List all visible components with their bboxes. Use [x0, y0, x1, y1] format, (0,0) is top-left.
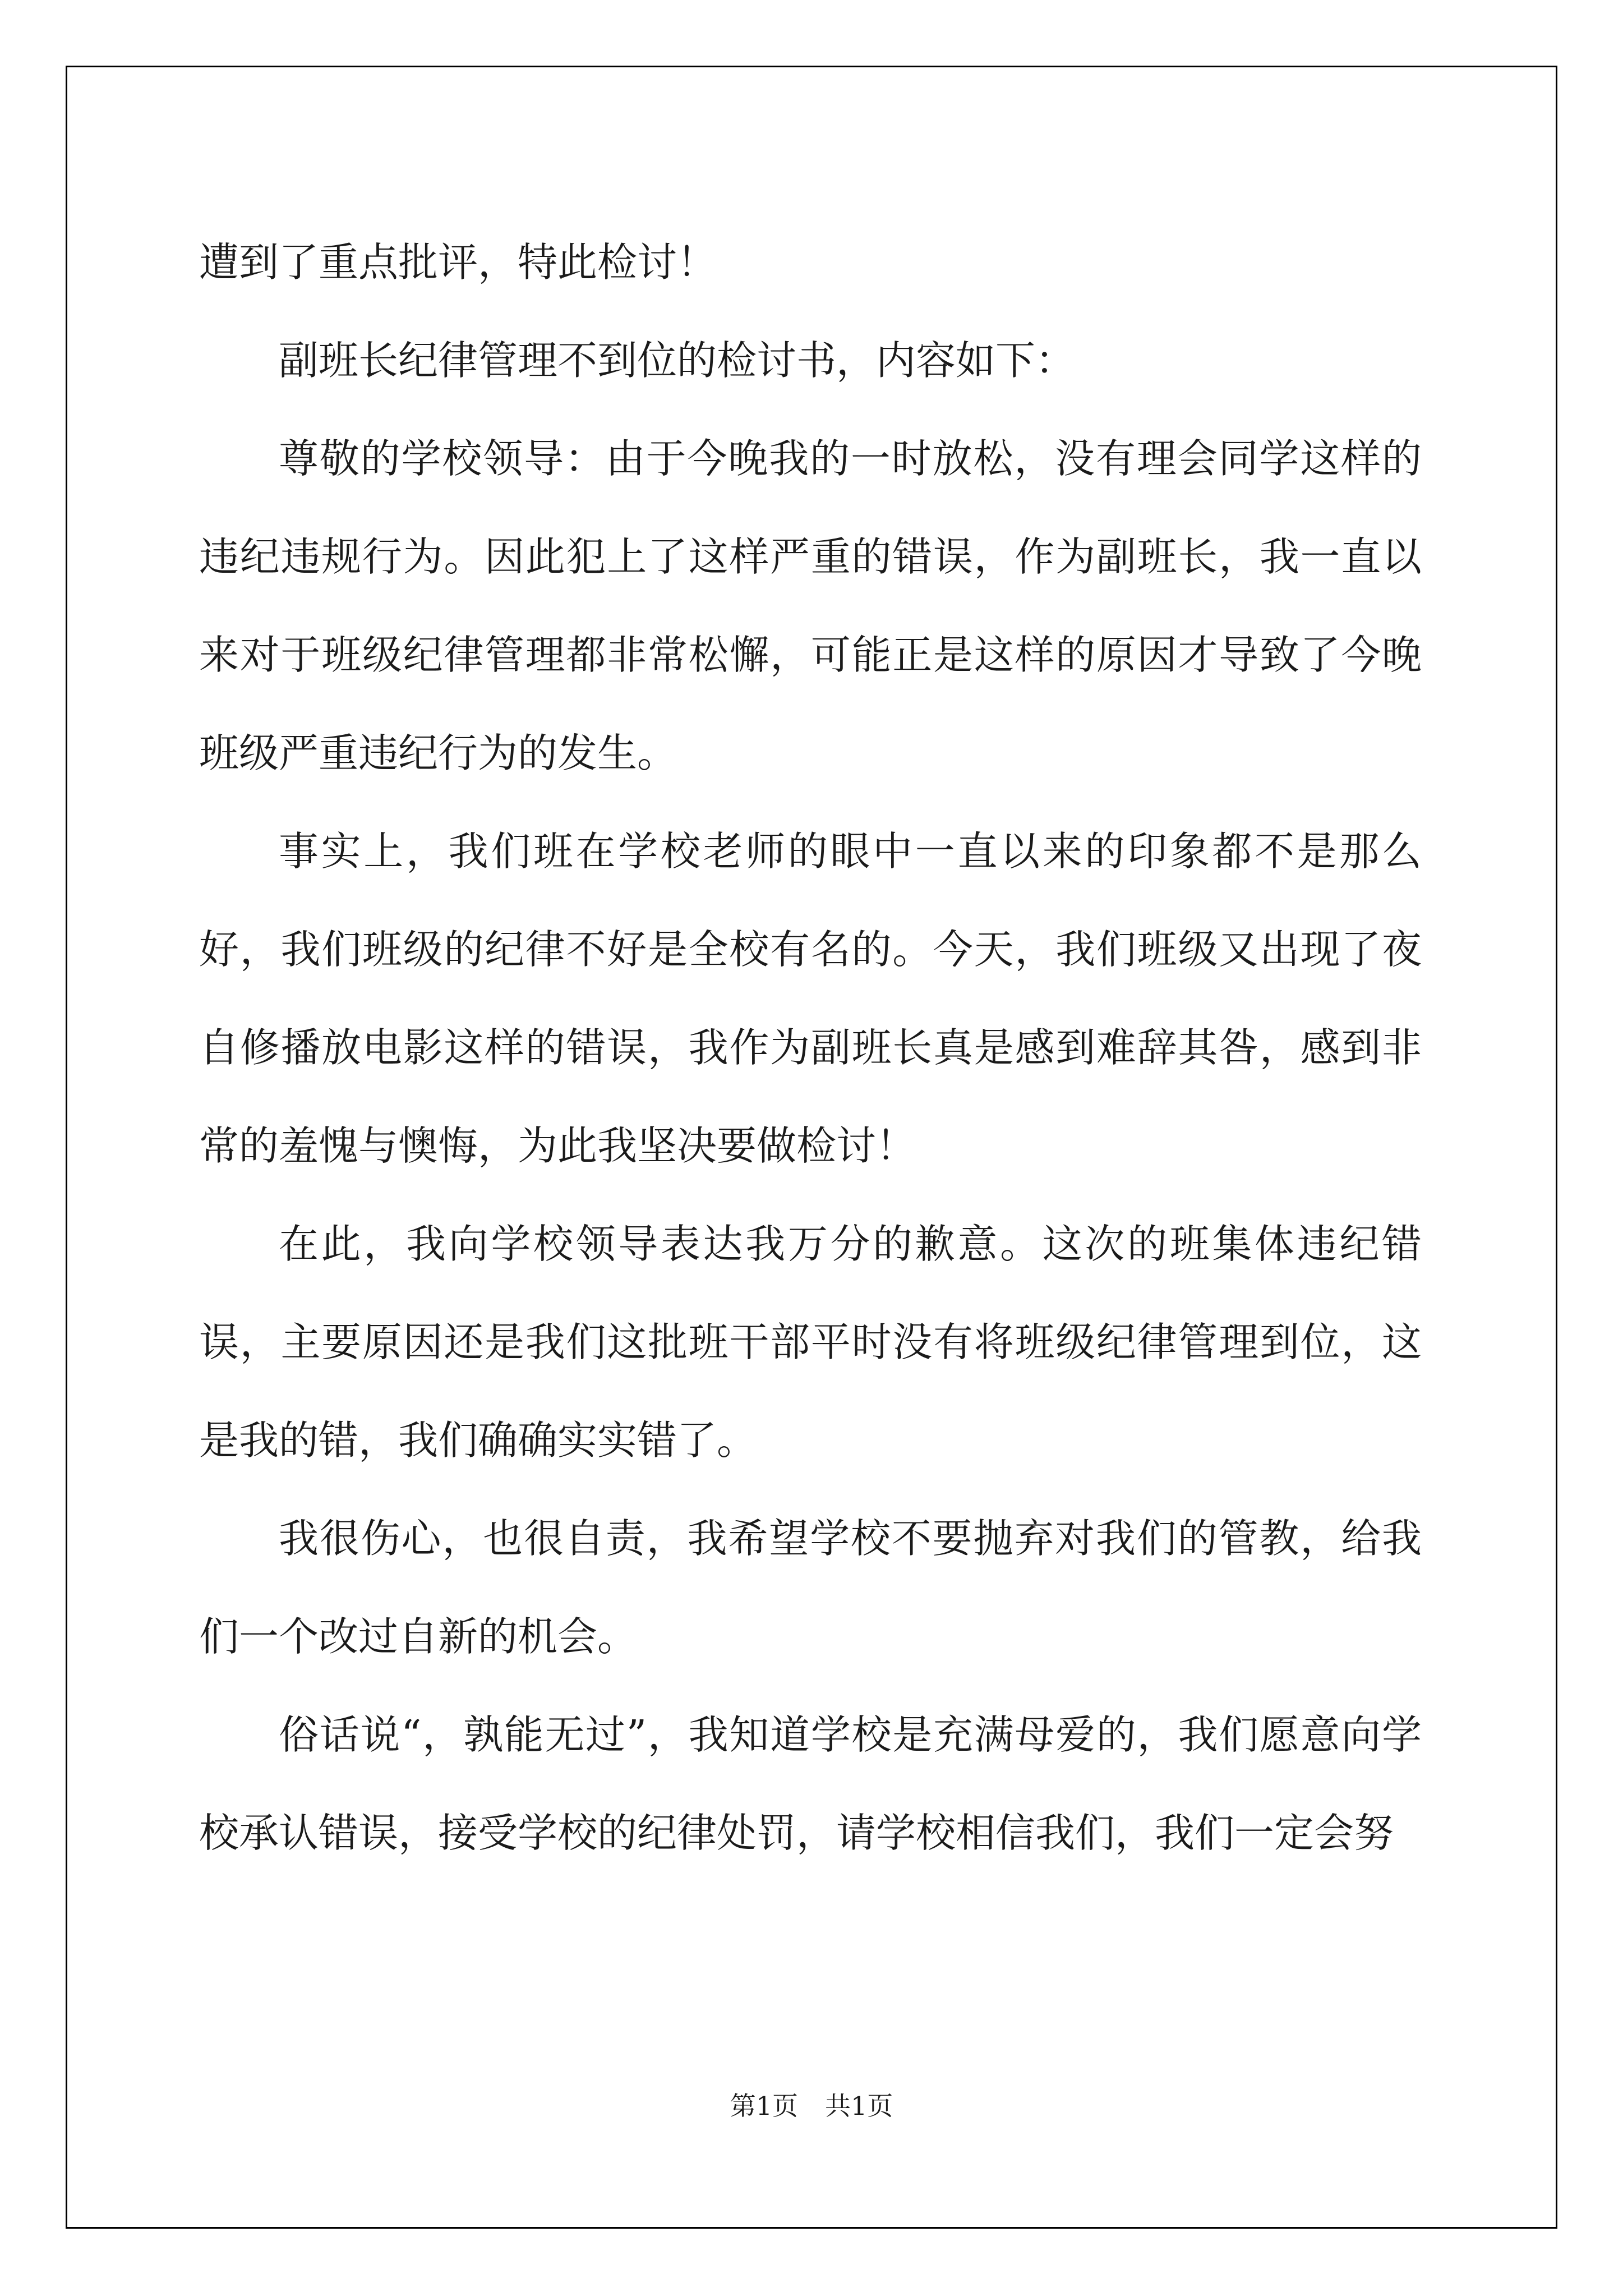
paragraph: 在此，我向学校领导表达我万分的歉意。这次的班集体违纪错误，主要原因还是我们这批班干部平时没有将班级纪律管理到位，这是我的错，我们确确实实错了。 [199, 1221, 1422, 1464]
paragraph: 事实上，我们班在学校老师的眼中一直以来的印象都不是那么好，我们班级的纪律不好是全校有名的。今天，我们班级又出现了夜自修播放电影这样的错误，我作为副班长真是感到难辞其咎，感到非常的羞愧与懊悔，为此我坚决要做检讨！ [199, 828, 1422, 1169]
paragraph: 俗话说“，孰能无过”，我知道学校是充满母爱的，我们愿意向学校承认错误，接受学校的纪律处罚，请学校相信我们，我们一定会努 [199, 1711, 1422, 1856]
paragraph: 我很伤心，也很自责，我希望学校不要抛弃对我们的管教，给我们一个改过自新的机会。 [199, 1515, 1422, 1660]
page-total: 共1页 [825, 2091, 893, 2121]
paragraph: 副班长纪律管理不到位的检讨书，内容如下： [279, 337, 1076, 384]
paragraph: 遭到了重点批评，特此检讨！ [199, 239, 717, 286]
document-body [199, 213, 1422, 1882]
page-footer [0, 2086, 1623, 2123]
page-number: 第1页 [730, 2091, 798, 2121]
paragraph: 尊敬的学校领导：由于今晚我的一时放松，没有理会同学这样的违纪违规行为。因此犯上了这样严重的错误，作为副班长，我一直以来对于班级纪律管理都非常松懈，可能正是这样的原因才导致了今晚班级严重违纪行为的发生。 [199, 435, 1422, 776]
